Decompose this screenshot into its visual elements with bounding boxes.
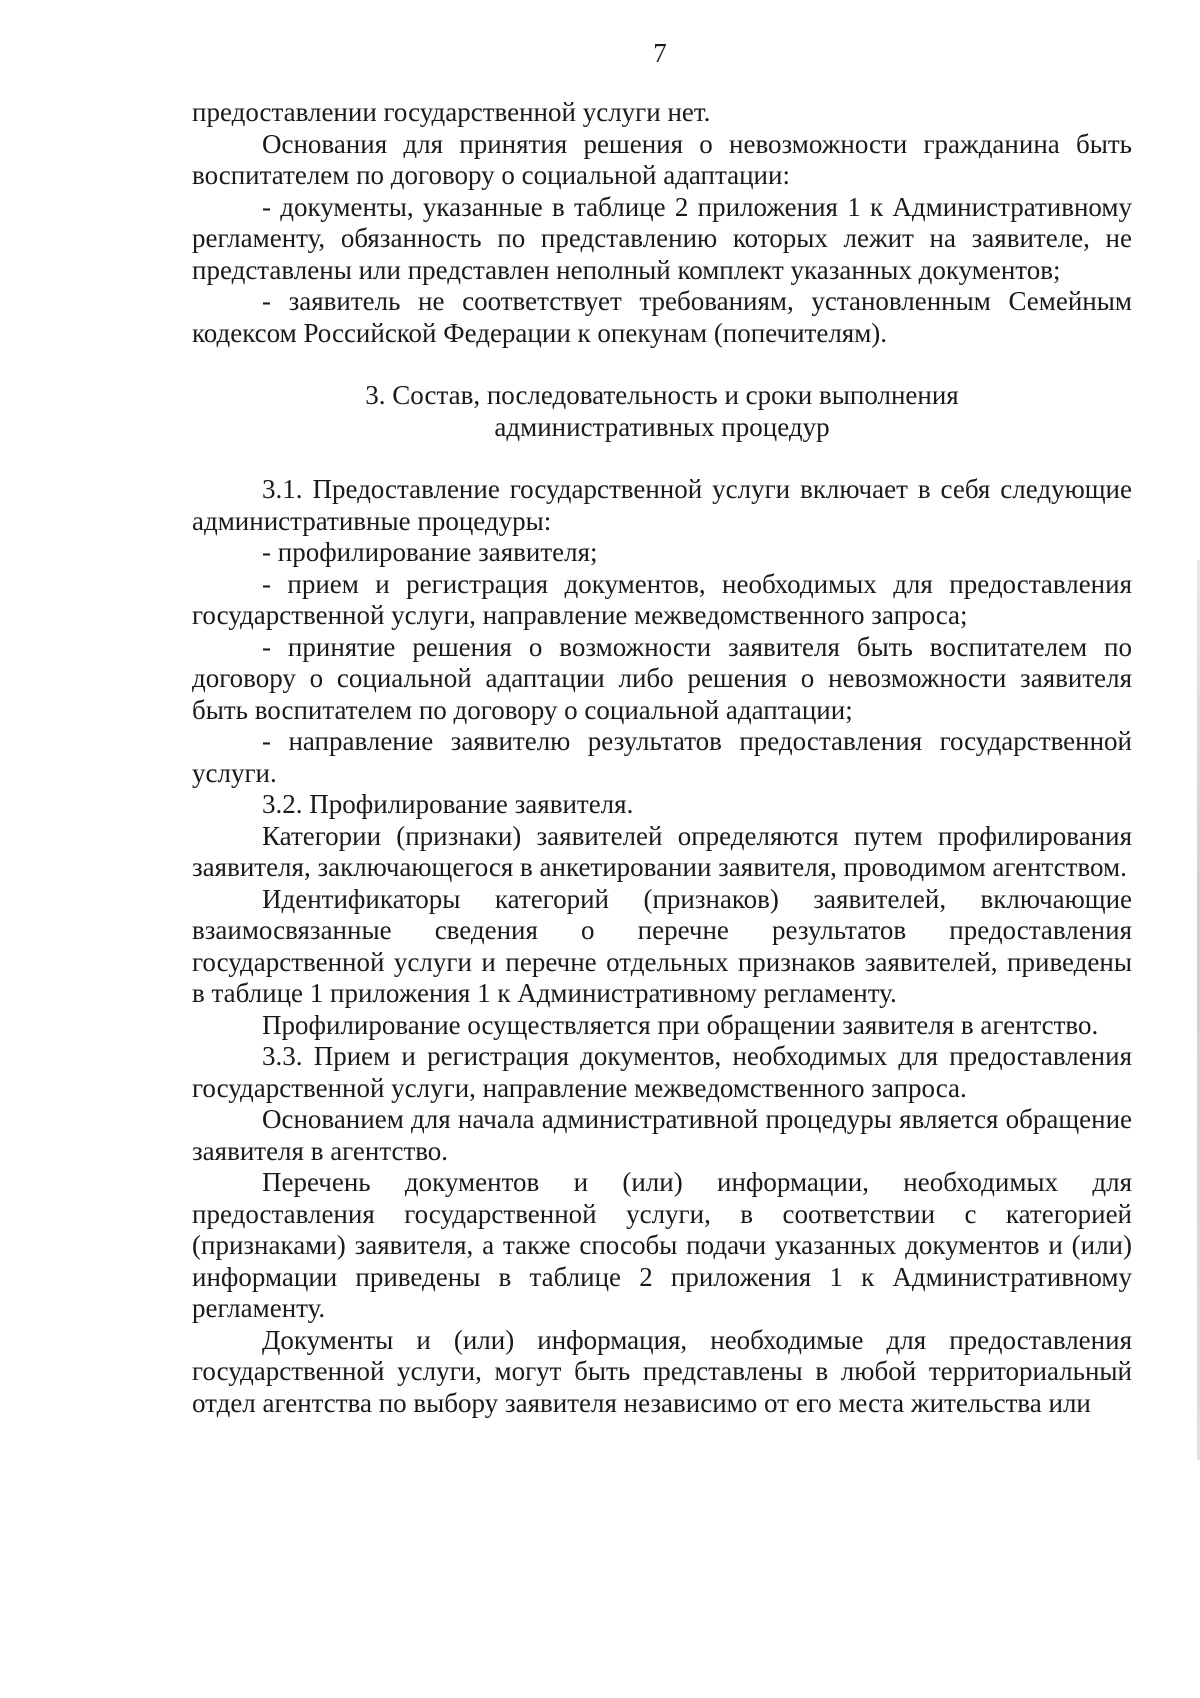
paragraph: Категории (признаки) заявителей определяются путем профилирования заявителя, заключающегося в анкетировании заявителя, проводимом агентством. <box>192 820 1132 882</box>
list-item: - принятие решения о возможности заявителя быть воспитателем по договору о социальной адаптации либо решения о невозможности заявителя быть воспитателем по договору о социальной адаптации; <box>192 631 1132 725</box>
paragraph: Документы и (или) информация, необходимые для предоставления государственной услуги, могут быть представлены в любой территориальный отдел агентства по выбору заявителя независимо от его места жительства или <box>192 1324 1132 1418</box>
list-item: - профилирование заявителя; <box>262 537 598 567</box>
section-heading-line: 3. Состав, последовательность и сроки выполнения <box>365 380 959 410</box>
paragraph: Основания для принятия решения о невозможности гражданина быть воспитателем по договору о социальной адаптации: <box>192 128 1132 190</box>
list-item: - направление заявителю результатов предоставления государственной услуги. <box>192 726 1132 788</box>
page-number: 7 <box>653 38 667 68</box>
list-item: - прием и регистрация документов, необходимых для предоставления государственной услуги, направление межведомственного запроса; <box>192 568 1132 630</box>
section-heading <box>192 380 1132 443</box>
subsection-title: 3.2. Профилирование заявителя. <box>262 789 634 819</box>
paragraph: Основанием для начала административной процедуры является обращение заявителя в агентство. <box>192 1104 1132 1166</box>
paragraph: предоставлении государственной услуги нет. <box>192 97 711 127</box>
paragraph: Профилирование осуществляется при обращении заявителя в агентство. <box>262 1009 1099 1040</box>
subsection-title: 3.3. Прием и регистрация документов, необходимых для предоставления государственной услуги, направление межведомственного запроса. <box>192 1041 1132 1103</box>
paragraph: Перечень документов и (или) информации, необходимых для предоставления государственной услуги, в соответствии с категорией (признаками) заявителя, а также способы подачи указанных документов и (или) информации приведены в таблице 2 приложения 1 к Административному регламенту. <box>192 1167 1132 1323</box>
list-item: - документы, указанные в таблице 2 приложения 1 к Административному регламенту, обязанность по представлению которых лежит на заявителе, не представлены или представлен неполный комплект указанных документов; <box>192 191 1132 285</box>
list-item: - заявитель не соответствует требованиям, установленным Семейным кодексом Российской Федерации к опекунам (попечителям). <box>192 286 1132 348</box>
section-heading-line: административных процедур <box>494 411 830 442</box>
paragraph: Идентификаторы категорий (признаков) заявителей, включающие взаимосвязанные сведения о перечне результатов предоставления государственной услуги и перечне отдельных признаков заявителей, приведены в таблице 1 приложения 1 к Административному регламенту. <box>192 883 1132 1008</box>
document-body <box>192 97 1132 1419</box>
paragraph: 3.1. Предоставление государственной услуги включает в себя следующие административные процедуры: <box>192 474 1132 536</box>
